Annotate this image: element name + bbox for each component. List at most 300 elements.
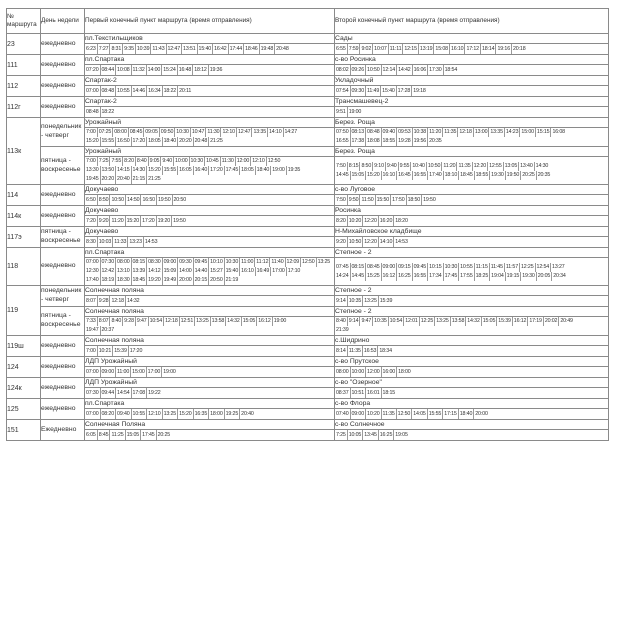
departure-time: 15:40 [225,268,239,274]
departure-time: 8:30 [86,239,96,245]
departure-time: 18:55 [382,138,396,144]
departure-time: 12:10 [252,158,265,164]
route-number: 112 [7,76,41,97]
departure-time: 7:27 [98,46,109,52]
times-cell [85,44,335,55]
time-line [85,267,334,276]
stop-row [7,97,609,107]
departure-time: 07:00 [86,259,99,265]
departure-time: 19:05 [395,432,408,438]
route-number: 119 [7,286,41,336]
second-terminal-name: Трансмашевец-2 [335,97,609,107]
departure-time: 09:50 [160,129,174,135]
departure-time: 8:20 [124,158,134,164]
departure-time: 08:00 [336,369,349,375]
times-cell [335,430,609,441]
departure-time: 16:08 [552,129,565,135]
departure-time: 19:00 [348,109,362,115]
departure-time: 19:50 [423,197,436,203]
departure-time: 19:16 [497,46,510,52]
time-line [335,326,608,335]
time-line [85,326,334,335]
time-line [335,162,608,171]
departure-time: 13:27 [552,263,565,270]
departure-time: 08:00 [117,259,130,265]
times-row [7,107,609,118]
departure-time: 16:48 [178,67,192,73]
route-number: 113к [7,118,41,185]
times-row [7,346,609,357]
time-line [85,175,334,184]
departure-time: 19:30 [522,272,535,279]
departure-time: 9:40 [162,158,173,164]
departure-time: 15:39 [498,318,511,324]
times-row [7,296,609,307]
departure-time: 16:34 [148,88,161,94]
departure-time: 09:00 [351,411,365,417]
departure-time: 13:51 [183,46,196,52]
times-cell [335,388,609,399]
times-cell [85,195,335,206]
departure-time: 07:25 [98,129,112,135]
departure-time: 20:35 [537,171,551,178]
departure-time: 18:55 [475,171,489,178]
departure-time: 08:44 [101,67,115,73]
departure-time: 16:25 [379,432,393,438]
departure-time: 10:51 [351,390,365,396]
departure-time: 8:07 [98,318,109,324]
departure-time: 09:45 [194,259,208,265]
departure-time: 11:11 [389,46,402,52]
departure-time: 19:18 [413,88,426,94]
days-cell: пятница - воскресенье [41,147,85,185]
departure-time: 13:05 [504,162,518,169]
departure-time: 15:20 [86,138,99,144]
departure-time: 11:33 [114,239,127,245]
departure-time: 15:39 [114,348,127,354]
departure-time: 12:47 [237,129,251,135]
departure-time: 15:05 [351,171,365,178]
time-line [85,44,334,54]
departure-time: 19:50 [506,171,520,178]
times-row [7,157,609,185]
departure-time: 10:10 [210,259,223,265]
departure-time: 09:45 [413,263,427,270]
departure-time: 6:05 [86,432,96,438]
times-cell [85,258,335,286]
departure-time: 9:02 [361,46,372,52]
time-line [85,296,334,306]
stop-row [7,34,609,44]
departure-time: 9:40 [386,162,397,169]
stop-row [7,336,609,346]
times-cell [335,107,609,118]
departure-time: 08:48 [367,129,380,135]
departure-time: 16:05 [179,167,192,173]
departure-time: 08:00 [114,129,127,135]
departure-time: 12:25 [521,263,534,270]
departure-time: 21:39 [336,327,349,333]
departure-time: 19:45 [86,176,99,182]
departure-time: 17:28 [397,88,411,94]
departure-time: 13:30 [86,167,99,173]
time-line [85,157,334,166]
departure-time: 18:10 [444,171,458,178]
days-cell: Ежедневно [41,420,85,441]
departure-time: 15:20 [179,411,192,417]
departure-time: 13:19 [419,46,433,52]
times-cell [85,367,335,378]
departure-time: 15:05 [126,432,140,438]
departure-time: 16:53 [363,348,377,354]
route-number: 111 [7,55,41,76]
departure-time: 19:28 [398,138,411,144]
departure-time: 17:20 [132,138,146,144]
stop-row [7,420,609,430]
first-terminal-name: Спартак-2 [85,76,335,86]
departure-time: 12:51 [180,318,194,324]
departure-time: 19:22 [148,390,161,396]
departure-time: 20:50 [210,277,223,283]
departure-time: 09:05 [145,129,158,135]
departure-time: 10:54 [389,318,403,324]
departure-time: 14:40 [194,268,208,274]
departure-time: 10:39 [136,46,150,52]
departure-time: 8:14 [336,348,346,354]
departure-time: 17:50 [392,197,405,203]
departure-time: 17:44 [229,46,243,52]
departure-time: 12:14 [382,67,396,73]
departure-time: 18:15 [382,390,396,396]
departure-time: 16:06 [413,67,427,73]
first-terminal-name: ЛДП Урожайный [85,357,335,367]
departure-time: 10:20 [367,411,380,417]
departure-time: 08:48 [101,88,115,94]
departure-time: 16:50 [117,138,130,144]
departure-time: 12:50 [302,259,315,265]
route-number: 112г [7,97,41,118]
time-line [335,195,608,205]
times-cell [335,296,609,307]
departure-time: 10:30 [176,129,189,135]
departure-time: 9:14 [336,298,346,304]
departure-time: 7:25 [336,432,346,438]
departure-time: 14:32 [467,318,480,324]
departure-time: 7:00 [86,348,96,354]
departure-time: 19:56 [413,138,427,144]
header-row [7,9,609,34]
departure-time: 10:54 [149,318,163,324]
departure-time: 15:27 [210,268,223,274]
departure-time: 08:15 [351,263,365,270]
second-terminal-name: с-во Флора [335,399,609,409]
departure-time: 15:20 [126,218,140,224]
departure-time: 18:54 [444,67,458,73]
times-row [7,216,609,227]
departure-time: 7:50 [336,162,346,169]
departure-time: 10:30 [444,263,458,270]
departure-time: 12:15 [404,46,417,52]
departure-time: 18:08 [367,138,380,144]
header-first-terminal: Первый конечный пункт маршрута (время отправления) [85,9,335,34]
second-terminal-name: Росинка [335,206,609,216]
header-route: № маршрута [7,9,41,34]
times-cell [85,86,335,97]
stop-row [7,55,609,65]
departure-time: 17:00 [147,369,161,375]
times-cell [335,258,609,286]
time-line [335,65,608,75]
departure-time: 19:00 [272,167,285,173]
departure-time: 17:20 [142,218,155,224]
departure-time: 20:37 [101,327,115,333]
departure-time: 7:00 [86,158,96,164]
departure-time: 6:50 [86,197,96,203]
time-line [335,296,608,306]
departure-time: 20:00 [475,411,488,417]
departure-time: 18:19 [101,277,115,283]
departure-time: 20:48 [276,46,289,52]
times-cell [85,409,335,420]
departure-time: 11:35 [382,411,395,417]
departure-time: 12:54 [536,263,550,270]
schedule-table [6,8,609,441]
departure-time: 17:45 [225,167,239,173]
departure-time: 09:00 [101,369,115,375]
departure-time: 8:20 [336,218,346,224]
departure-time: 14:12 [148,268,161,274]
departure-time: 20:18 [513,46,526,52]
time-line [85,409,334,419]
times-cell [85,157,335,185]
departure-time: 13:25 [196,318,209,324]
time-line [335,367,608,377]
departure-time: 14:05 [413,411,426,417]
departure-time: 07:30 [101,259,115,265]
departure-time: 17:12 [466,46,479,52]
departure-time: 11:00 [117,369,130,375]
route-number: 118 [7,248,41,286]
times-row [7,237,609,248]
departure-time: 12:42 [101,268,115,274]
departure-time: 10:35 [374,318,387,324]
departure-time: 08:45 [129,129,143,135]
departure-time: 20:40 [241,411,254,417]
departure-time: 19:47 [86,327,99,333]
time-line [85,237,334,247]
departure-time: 17:40 [86,277,99,283]
first-terminal-name: пл.Спартака [85,55,335,65]
departure-time: 11:43 [152,46,165,52]
departure-time: 13:25 [163,411,177,417]
times-cell [335,195,609,206]
departure-time: 18:30 [117,277,130,283]
departure-time: 13:40 [520,162,533,169]
departure-time: 15:39 [379,298,393,304]
departure-time: 14:10 [379,239,393,245]
days-cell: ежедневно [41,185,85,206]
time-line [85,128,334,137]
departure-time: 19:48 [260,46,274,52]
departure-time: 21:25 [210,138,223,144]
times-cell [335,317,609,336]
second-terminal-name: Степное - 2 [335,248,609,258]
departure-time: 13:25 [317,259,331,265]
stop-row [7,357,609,367]
first-terminal-name: Урожайный [85,147,335,157]
times-cell [85,216,335,227]
departure-time: 16:40 [194,167,208,173]
departure-time: 07:20 [86,67,99,73]
first-terminal-name: Солнечная поляна [85,286,335,296]
departure-time: 07:00 [86,369,99,375]
time-line [335,409,608,419]
departure-time: 11:30 [221,158,234,164]
time-line [85,367,334,377]
departure-time: 8:07 [86,298,96,304]
departure-time: 17:45 [444,272,458,279]
departure-time: 10:20 [348,218,362,224]
departure-time: 19:36 [209,67,223,73]
departure-time: 8:15 [348,162,359,169]
departure-time: 19:04 [491,272,504,279]
time-line [335,317,608,326]
departure-time: 15:20 [367,171,380,178]
time-line [335,128,608,137]
departure-time: 14:53 [395,239,408,245]
departure-time: 13:23 [129,239,142,245]
departure-time: 20:48 [194,138,208,144]
departure-time: 07:54 [336,88,349,94]
departure-time: 08:30 [148,259,161,265]
time-line [85,258,334,267]
departure-time: 8:45 [98,432,109,438]
times-cell [335,216,609,227]
departure-time: 10:35 [348,298,362,304]
departure-time: 9:35 [124,46,134,52]
departure-time: 16:25 [398,272,411,279]
departure-time: 20:40 [117,176,130,182]
departure-time: 14:00 [147,67,161,73]
departure-time: 18:45 [132,277,146,283]
departure-time: 12:10 [148,411,161,417]
departure-time: 14:23 [505,129,519,135]
departure-time: 17:00 [272,268,285,274]
departure-time: 09:30 [351,88,365,94]
departure-time: 18:40 [459,411,473,417]
route-number: 23 [7,34,41,55]
times-row [7,128,609,147]
times-cell [85,128,335,147]
times-cell [335,86,609,97]
departure-time: 9:28 [98,298,109,304]
departure-time: 12:20 [473,162,487,169]
departure-time: 11:45 [490,263,503,270]
times-cell [85,430,335,441]
departure-time: 15:09 [163,268,177,274]
departure-time: 10:50 [348,239,362,245]
departure-time: 07:00 [86,88,99,94]
departure-time: 18:34 [379,348,392,354]
departure-time: 12:18 [165,318,178,324]
departure-time: 09:44 [101,390,115,396]
departure-time: 13:35 [253,129,266,135]
departure-time: 19:00 [163,369,176,375]
departure-time: 14:32 [227,318,240,324]
days-cell: ежедневно [41,248,85,286]
departure-time: 07:00 [86,411,99,417]
departure-time: 13:58 [211,318,225,324]
departure-time: 15:55 [101,138,115,144]
departure-time: 7:59 [348,46,359,52]
second-terminal-name: с-во "Озерное" [335,378,609,388]
departure-time: 09:40 [117,411,130,417]
departure-time: 15:00 [521,129,534,135]
departure-time: 19:20 [157,218,171,224]
departure-time: 16:35 [194,411,208,417]
departure-time: 17:34 [429,272,442,279]
times-cell [85,346,335,357]
departure-time: 16:01 [367,390,380,396]
departure-time: 12:30 [86,268,99,274]
departure-time: 15:05 [242,318,256,324]
departure-time: 15:15 [536,129,550,135]
days-cell: ежедневно [41,97,85,118]
times-cell [85,296,335,307]
times-row [7,195,609,206]
departure-time: 19:20 [148,277,161,283]
departure-time: 12:01 [405,318,418,324]
departure-time: 18:22 [163,88,177,94]
departure-time: 20:25 [522,171,535,178]
departure-time: 19:15 [506,272,520,279]
route-number: 151 [7,420,41,441]
departure-time: 16:20 [379,218,393,224]
departure-time: 07:50 [336,129,349,135]
departure-time: 10:38 [413,129,427,135]
departure-time: 18:50 [407,197,421,203]
departure-time: 14:24 [336,272,349,279]
header-days: День недели [41,9,85,34]
departure-time: 11:20 [429,129,442,135]
times-cell [85,388,335,399]
departure-time: 14:42 [398,67,411,73]
stop-row [7,206,609,216]
departure-time: 17:08 [132,390,146,396]
days-cell: ежедневно [41,357,85,378]
departure-time: 07:40 [336,411,349,417]
departure-time: 20:15 [194,277,208,283]
departure-time: 09:30 [179,259,192,265]
departure-time: 12:20 [364,239,377,245]
departure-time: 19:30 [491,171,504,178]
departure-time: 14:15 [117,167,130,173]
departure-time: 20:50 [173,197,187,203]
departure-time: 18:45 [460,171,473,178]
departure-time: 11:20 [111,218,124,224]
departure-time: 20:11 [179,88,192,94]
departure-time: 15:00 [132,369,145,375]
second-terminal-name: Берез. Роща [335,147,609,157]
times-cell [85,317,335,336]
time-line [335,346,608,356]
departure-time: 07:45 [336,263,349,270]
departure-time: 19:50 [157,197,171,203]
departure-time: 09:00 [163,259,177,265]
time-line [335,216,608,226]
days-cell: ежедневно [41,399,85,420]
departure-time: 20:49 [560,318,573,324]
